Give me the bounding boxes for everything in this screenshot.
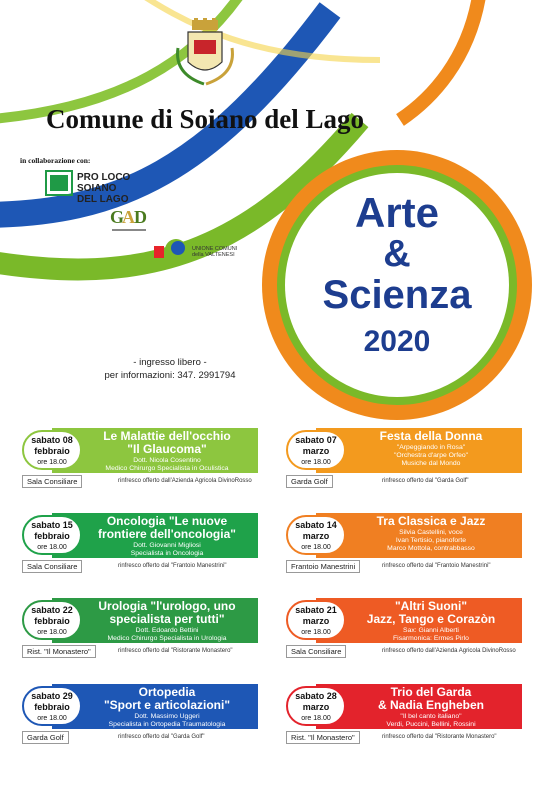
info-phone-text: per informazioni: 347. 2991794 (104, 370, 236, 381)
event-month: febbraio (34, 702, 70, 712)
poster-title-scienza: Scienza (322, 273, 472, 317)
event-time: ore 18.00 (301, 715, 331, 722)
proloco-line-1: PRO LOCO (77, 172, 131, 183)
event-detail-line: Ivan Tertisio, pianoforte (395, 537, 467, 544)
event-day: sabato 21 (295, 605, 337, 615)
poster-title-ampersand: & (383, 233, 411, 275)
event-detail-line: Marco Mottola, contrabbasso (387, 545, 475, 552)
event-time: ore 18.00 (37, 544, 67, 551)
event-month: marzo (302, 531, 330, 541)
event-title-line: Trio del Garda (390, 685, 472, 699)
event-day: sabato 15 (31, 520, 73, 530)
event-month: febbraio (34, 446, 70, 456)
event-detail-line: Dott. Giovanni Migliosi (133, 542, 201, 549)
event-date (22, 686, 82, 726)
event-title-line: Jazz, Tango e Corazòn (366, 612, 496, 626)
event-detail-line: "Il bel canto italiano" (400, 713, 462, 720)
event-day: sabato 28 (295, 691, 337, 701)
event-details (344, 444, 518, 468)
event-refreshment-note: rinfresco offerto dal "Frantoio Manestrini" (382, 563, 491, 569)
event-date (286, 600, 346, 640)
event-details (344, 713, 518, 729)
unione-comuni-logo (150, 236, 190, 264)
event-refreshment-note: rinfresco offerto dal "Ristorante Monastero" (118, 648, 233, 654)
event-title-line: Oncologia "Le nuove (106, 514, 228, 528)
event-detail-line: Fisarmonica: Ermes Pirlo (393, 635, 469, 642)
event-details (80, 627, 254, 643)
event-title (344, 686, 518, 712)
event-title (80, 600, 254, 626)
event-card (286, 684, 522, 729)
event-venue: Rist. "Il Monastero" (22, 645, 96, 658)
svg-text:G: G (110, 207, 125, 227)
event-detail-line: "Arpeggiando in Rosa" (396, 444, 466, 451)
proloco-line-2: SOIANO (77, 183, 117, 194)
event-refreshment-note: rinfresco offerto dal "Frantoio Manestrini" (118, 563, 227, 569)
event-day: sabato 29 (31, 691, 73, 701)
info-text (90, 356, 250, 382)
proloco-line-3: DEL LAGO (77, 194, 129, 205)
event-title (80, 515, 254, 541)
partner-association-logo (108, 205, 152, 237)
event-detail-line: Dott. Edoardo Bettini (135, 627, 199, 634)
event-date (286, 430, 346, 470)
event-detail-line: Medico Chirurgo Specialista in Oculistica (105, 465, 229, 472)
coat-of-arms-logo (170, 18, 240, 93)
event-title-line: "Sport e articolazioni" (103, 698, 231, 712)
event-title-line: Tra Classica e Jazz (376, 514, 486, 528)
event-title (344, 430, 518, 443)
event-venue: Sala Consiliare (286, 645, 346, 658)
event-date (22, 515, 82, 555)
event-details (344, 529, 518, 553)
event-title (80, 686, 254, 712)
event-venue: Garda Golf (286, 475, 333, 488)
event-title-line: frontiere dell'oncologia" (98, 527, 236, 541)
event-time: ore 18.00 (301, 544, 331, 551)
event-card (286, 428, 522, 473)
event-date (286, 515, 346, 555)
event-refreshment-note: rinfresco offerto dall'Azienda Agricola DivinoRosso (118, 478, 252, 484)
event-title-line: specialista per tutti" (109, 612, 225, 626)
event-card (286, 598, 522, 643)
event-month: marzo (302, 616, 330, 626)
event-refreshment-note: rinfresco offerto dal "Ristorante Monastero" (382, 734, 497, 740)
unione-comuni-name (192, 246, 237, 258)
event-date (22, 430, 82, 470)
svg-text:A: A (122, 207, 135, 227)
event-detail-line: Dott. Massimo Uggeri (134, 713, 200, 720)
event-time: ore 18.00 (301, 459, 331, 466)
event-card (22, 428, 258, 473)
event-title-line: Ortopedia (138, 685, 196, 699)
proloco-name (77, 172, 130, 205)
svg-text:D: D (134, 207, 147, 227)
event-card (22, 513, 258, 558)
free-entry-text: - ingresso libero - (133, 357, 207, 368)
event-time: ore 18.00 (37, 459, 67, 466)
event-month: marzo (302, 702, 330, 712)
unione-line-2: della VALTENESI (192, 252, 235, 258)
proloco-logo (45, 170, 73, 196)
event-month: marzo (302, 446, 330, 456)
event-refreshment-note: rinfresco offerto dal "Garda Golf" (118, 734, 205, 740)
event-title (344, 515, 518, 528)
event-day: sabato 22 (31, 605, 73, 615)
event-title-line: "Il Glaucoma" (127, 442, 207, 456)
event-refreshment-note: rinfresco offerto dall'Azienda Agricola DivinoRosso (382, 648, 516, 654)
event-detail-line: Silvia Castellini, voce (399, 529, 463, 536)
event-venue: Rist. "Il Monastero" (286, 731, 360, 744)
event-details (80, 457, 254, 473)
event-venue: Garda Golf (22, 731, 69, 744)
poster-year: 2020 (363, 325, 431, 358)
event-title-line: & Nadia Engheben (377, 698, 484, 712)
event-venue: Sala Consiliare (22, 560, 82, 573)
event-detail-line: Dott. Nicola Cosentino (133, 457, 201, 464)
event-detail-line: Verdi, Puccini, Bellini, Rossini (386, 721, 476, 728)
poster-title-arte: Arte (354, 189, 440, 236)
page-title: Comune di Soiano del Lago (45, 104, 365, 134)
event-title (344, 600, 518, 626)
event-date (286, 686, 346, 726)
event-month: febbraio (34, 616, 70, 626)
event-day: sabato 07 (295, 435, 337, 445)
event-title-line: Urologia "l'urologo, uno (98, 599, 236, 613)
event-day: sabato 14 (295, 520, 337, 530)
event-detail-line: Musiche dal Mondo (401, 460, 461, 467)
event-time: ore 18.00 (37, 715, 67, 722)
event-details (344, 627, 518, 643)
event-refreshment-note: rinfresco offerto dal "Garda Golf" (382, 478, 469, 484)
event-details (80, 542, 254, 558)
event-date (22, 600, 82, 640)
unione-line-1: UNIONE COMUNI (192, 246, 238, 252)
event-venue: Frantoio Manestrini (286, 560, 360, 573)
event-month: febbraio (34, 531, 70, 541)
event-card (286, 513, 522, 558)
event-card (22, 684, 258, 729)
event-card (22, 598, 258, 643)
event-title-line: Festa della Donna (379, 429, 483, 443)
event-detail-line: "Orchestra d'arpe Orfeo" (393, 452, 469, 459)
event-title-line: "Altri Suoni" (394, 599, 468, 613)
event-venue: Sala Consiliare (22, 475, 82, 488)
event-day: sabato 08 (31, 435, 73, 445)
event-detail-line: Sax: Gianni Alberti (403, 627, 459, 634)
event-time: ore 18.00 (301, 629, 331, 636)
collaboration-label: in collaborazione con: (20, 156, 91, 165)
event-detail-line: Medico Chirurgo Specialista in Urologia (107, 635, 227, 642)
event-title-line: Le Malattie dell'occhio (103, 429, 231, 443)
event-details (80, 713, 254, 729)
event-detail-line: Specialista in Oncologia (130, 550, 204, 557)
event-title (80, 430, 254, 456)
event-detail-line: Specialista in Ortopedia Traumatologia (108, 721, 226, 728)
event-time: ore 18.00 (37, 629, 67, 636)
